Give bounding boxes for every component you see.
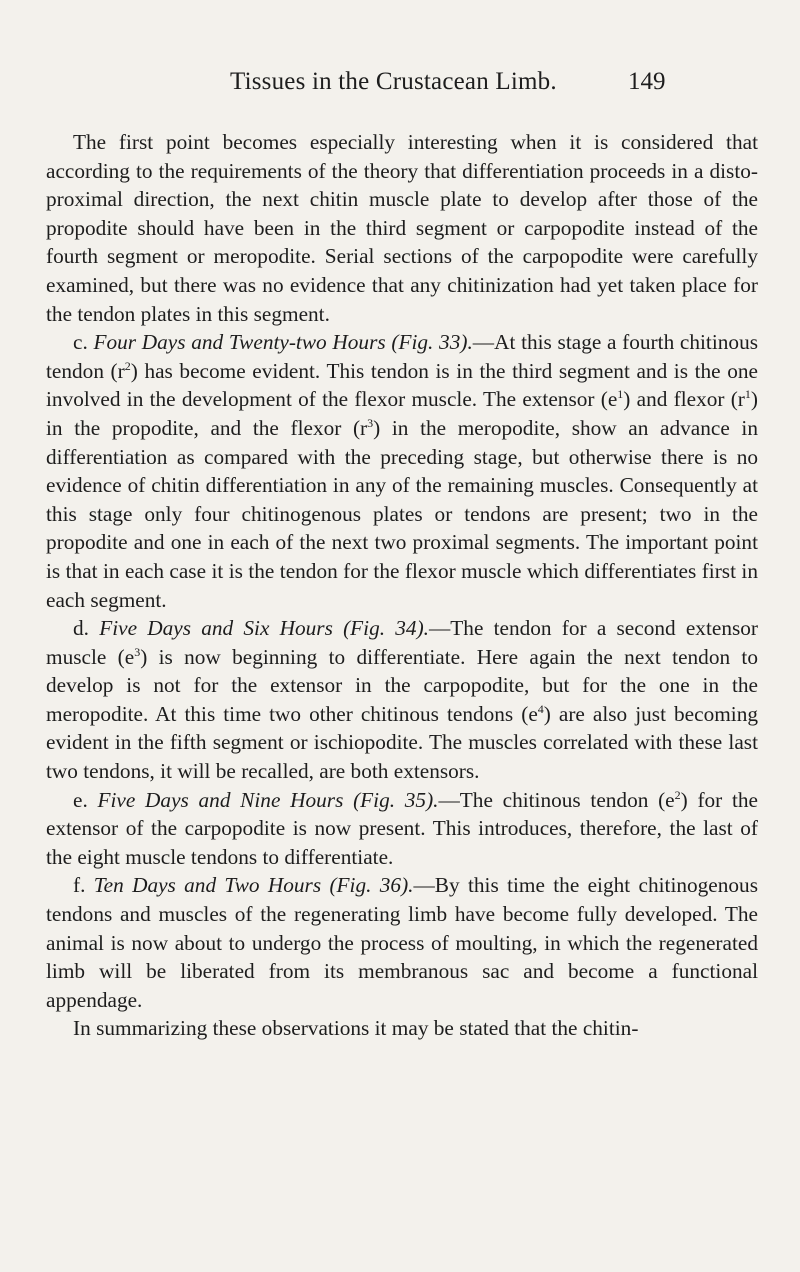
paragraph-1: The first point becomes especially interesting when it is considered that according to the requirements of the theory that differentiation proceeds in a disto-proximal direction, the next chitin muscle plate to develop after those of the propodite should have been in the third segment or carpopodite instead of the fourth segment or meropodite. Serial sections of the carpopodite were carefully examined, but there was no evidence that any chitinization had yet taken place for the tendon plates in this segment. (46, 130, 758, 326)
text-run: —By this time the eight chitinogenous tendons and muscles of the regenerating limb have become fully developed. The animal is now about to undergo the process of moulting, in which the regenerated limb will be liberated from its membranous sac and become a functional appendage. (46, 873, 758, 1012)
section-heading-f: Ten Days and Two Hours (Fig. 36). (93, 873, 414, 898)
paragraph-d (46, 614, 758, 786)
section-label-c: c. (73, 330, 88, 355)
section-heading-c: Four Days and Twenty-two Hours (Fig. 33). (93, 330, 473, 355)
section-heading-e: Five Days and Nine Hours (Fig. 35). (97, 787, 439, 812)
running-title: Tissues in the Crustacean Limb. (230, 68, 557, 95)
section-label-e: e. (73, 787, 88, 812)
paragraph-summary: In summarizing these observations it may be stated that the chitin- (73, 1016, 639, 1041)
text-run: —At this stage a fourth chitinous tendon (r (46, 330, 759, 383)
paragraph-c (46, 328, 758, 614)
text-run: ) in the meropodite, show an advance in differentiation as compared with the preceding stage, but otherwise there is no evidence of chitin differentiation in any of the remaining muscles. Consequently at this stage only four chitinogenous plates or tendons are present; two in the propodite and one in each of the next two proximal segments. The important point is that in each case it is the tendon for the flexor muscle which differentiates first in each segment. (46, 415, 758, 612)
text-run: —The chitinous tendon (e (438, 787, 675, 812)
text-run: ) has become evident. This tendon is in the third segment and is the one involved in the development of the flexor muscle. The extensor (e (46, 358, 758, 412)
superscript: 3 (367, 415, 374, 430)
superscript: 2 (124, 358, 131, 373)
text-run: ) for the extensor of the carpopodite is now present. This introduces, therefore, the last of the eight muscle tendons to differentiate. (46, 787, 759, 869)
section-label-d: d. (73, 616, 89, 641)
text-run: —The tendon for a second extensor muscle (e (46, 616, 759, 669)
paragraph-f (46, 871, 758, 1014)
page-header (0, 68, 800, 108)
body-text (46, 128, 758, 1043)
text-run: ) is now beginning to differentiate. Here again the next tendon to develop is not for the extensor in the carpopodite, but for the one in the meropodite. At this time two other chitinous tendons (e (46, 644, 758, 726)
section-label-f: f. (73, 873, 86, 898)
page-number: 149 (628, 68, 666, 95)
superscript: 4 (537, 701, 544, 716)
superscript: 1 (744, 387, 751, 402)
superscript: 3 (134, 644, 141, 659)
superscript: 2 (674, 787, 681, 802)
section-heading-d: Five Days and Six Hours (Fig. 34). (99, 616, 429, 641)
text-run: ) in the propodite, and the flexor (r (46, 387, 758, 440)
text-run: ) are also just becoming evident in the fifth segment or ischiopodite. The muscles correlated with these last two tendons, it will be recalled, are both extensors. (46, 701, 758, 784)
paragraph-e (46, 786, 758, 872)
text-run: ) and flexor (r (623, 387, 745, 412)
superscript: 1 (617, 387, 624, 402)
